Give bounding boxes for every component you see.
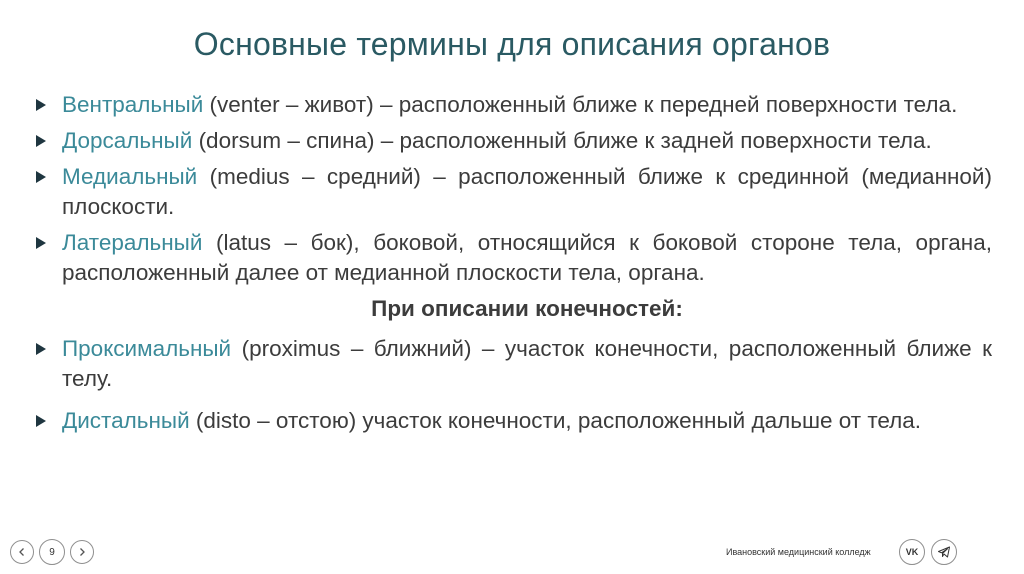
definition-medial: (medius – средний) – расположенный ближе к срединной (медианной) плоскости.: [62, 164, 992, 219]
bullet-icon: [36, 135, 46, 147]
limbs-subheading: При описании конечностей:: [371, 296, 683, 321]
definition-lateral: (latus – бок), боковой, относящийся к боковой стороне тела, органа, расположенный далее от медианной плоскости тела, органа.: [62, 230, 992, 285]
list-item-distal: [34, 406, 992, 436]
bullet-icon: [36, 99, 46, 111]
definition-ventral: (venter – живот) – расположенный ближе к передней поверхности тела.: [203, 92, 958, 117]
vk-share-button[interactable]: [899, 539, 925, 565]
term-ventral: Вентральный: [62, 92, 204, 117]
bullet-icon: [36, 415, 46, 427]
prev-slide-button[interactable]: [10, 540, 34, 564]
telegram-icon: [937, 545, 951, 559]
slide-content: [34, 90, 992, 442]
term-distal: Дистальный: [62, 408, 190, 433]
list-item-ventral: [34, 90, 992, 120]
college-name: Ивановский медицинский колледж: [726, 547, 871, 557]
term-dorsal: Дорсальный: [62, 128, 193, 153]
term-medial: Медиальный: [62, 164, 198, 189]
definition-dorsal: (dorsum – спина) – расположенный ближе к задней поверхности тела.: [192, 128, 932, 153]
slide-title: Основные термины для описания органов: [193, 26, 831, 62]
list-item-proximal: [34, 334, 992, 394]
term-proximal: Проксимальный: [62, 336, 232, 361]
chevron-left-icon: [17, 547, 27, 557]
bullet-icon: [36, 237, 46, 249]
list-item-medial: [34, 162, 992, 222]
definition-distal: (disto – отстою) участок конечности, расположенный дальше от тела.: [189, 408, 922, 433]
chevron-right-icon: [77, 547, 87, 557]
definition-proximal: (proximus – ближний) – участок конечности, расположенный ближе к телу.: [62, 336, 992, 391]
list-item-dorsal: [34, 126, 992, 156]
bullet-icon: [36, 171, 46, 183]
page-number: 9: [39, 539, 65, 565]
vk-icon: VK: [905, 547, 919, 557]
term-lateral: Латеральный: [62, 230, 203, 255]
telegram-share-button[interactable]: [931, 539, 957, 565]
next-slide-button[interactable]: [70, 540, 94, 564]
bullet-icon: [36, 343, 46, 355]
list-item-lateral: [34, 228, 992, 288]
slide-navigation: [10, 539, 94, 565]
